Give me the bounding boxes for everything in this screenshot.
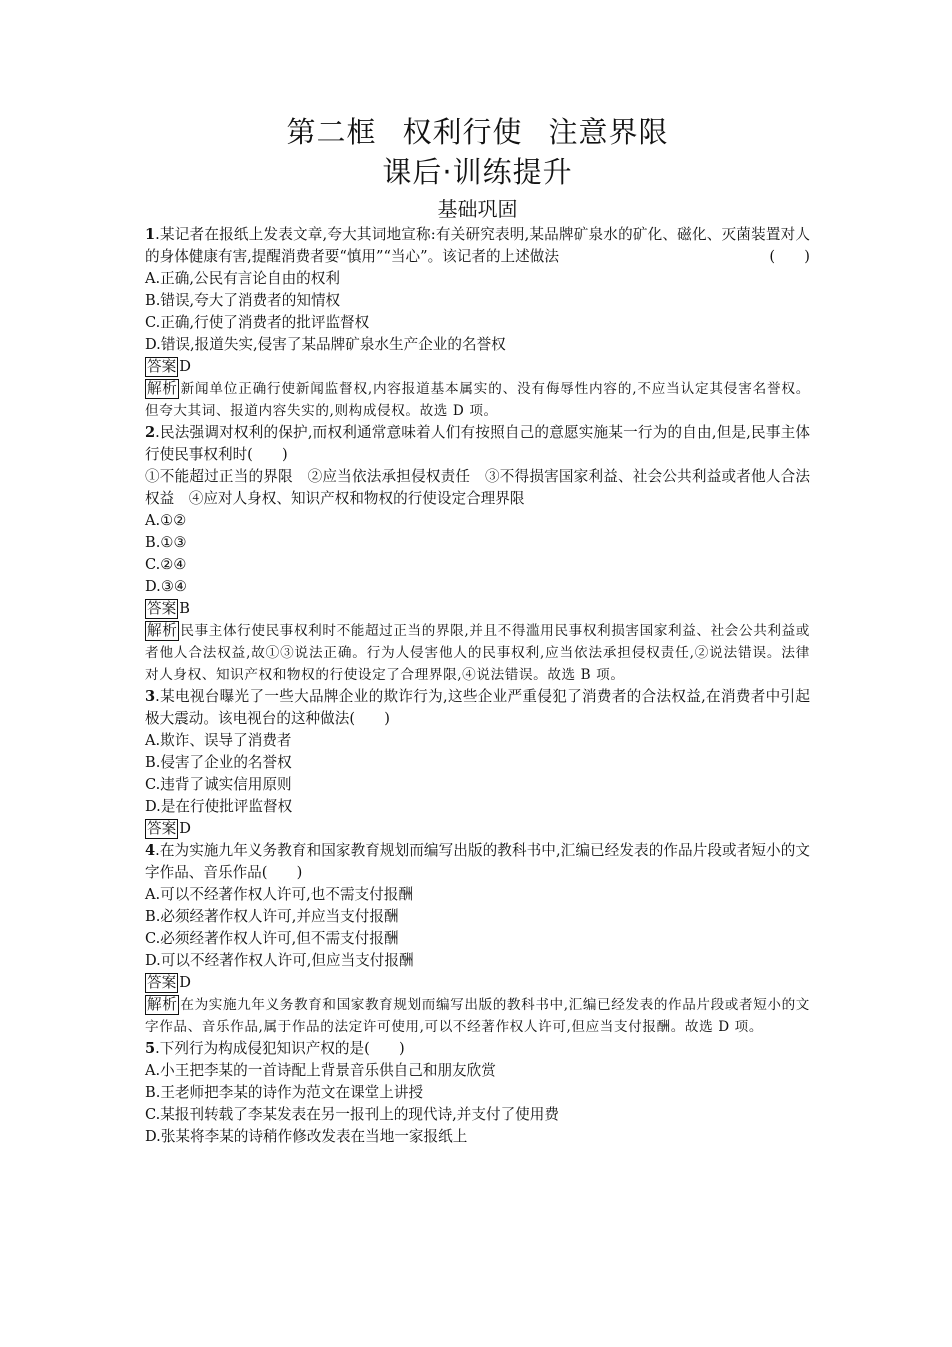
lesson-title	[145, 112, 810, 152]
question-number: 5	[145, 1040, 156, 1057]
question-stem	[145, 686, 810, 730]
answer-label: 答案	[147, 820, 177, 837]
option-c: C.某报刊转载了李某发表在另一报刊上的现代诗,并支付了使用费	[145, 1106, 559, 1123]
question-statements: ①不能超过正当的界限 ②应当依法承担侵权责任 ③不得损害国家利益、社会公共利益或者他人合法权益 ④应对人身权、知识产权和物权的行使设定合理界限	[145, 468, 810, 507]
question-number: 2	[145, 424, 156, 441]
question-stem	[145, 840, 810, 884]
analysis-text: 在为实施九年义务教育和国家教育规划而编写出版的教科书中,汇编已经发表的作品片段或者短小的文字作品、音乐作品,属于作品的法定许可使用,可以不经著作权人许可,但应当支付报酬。故选 D 项。	[145, 997, 810, 1035]
answer-value: B	[179, 600, 190, 617]
analysis-label: 解析	[147, 996, 178, 1013]
option-c: C.必须经著作权人许可,但不需支付报酬	[145, 930, 399, 947]
answer-row	[145, 818, 810, 840]
analysis-text: 新闻单位正确行使新闻监督权,内容报道基本属实的、没有侮辱性内容的,不应当认定其侵害名誉权。但夸大其词、报道内容失实的,则构成侵权。故选 D 项。	[145, 381, 810, 419]
title-part-3: 注意界限	[548, 115, 669, 149]
analysis-row	[145, 994, 810, 1038]
option-b: B.①③	[145, 534, 187, 551]
option-b: B.王老师把李某的诗作为范文在课堂上讲授	[145, 1084, 424, 1101]
analysis-label: 解析	[147, 622, 178, 639]
question-4	[145, 840, 810, 1038]
question-3	[145, 686, 810, 840]
title-part-1: 第二框	[286, 115, 377, 149]
question-stem	[145, 1038, 810, 1060]
option-a: A.欺诈、误导了消费者	[145, 732, 292, 749]
question-number: 3	[145, 688, 156, 705]
option-b: B.错误,夸大了消费者的知情权	[145, 292, 341, 309]
analysis-row	[145, 378, 810, 422]
option-a: A.①②	[145, 512, 187, 529]
answer-label: 答案	[147, 358, 177, 375]
option-d: D.可以不经著作权人许可,但应当支付报酬	[145, 952, 414, 969]
document-page	[145, 112, 810, 1148]
question-text: .民法强调对权利的保护,而权利通常意味着人们有按照自己的意愿实施某一行为的自由,但是,民事主体行使民事权利时( )	[145, 424, 810, 463]
question-1	[145, 224, 810, 422]
option-c: C.违背了诚实信用原则	[145, 776, 292, 793]
question-text: .下列行为构成侵犯知识产权的是( )	[155, 1040, 405, 1057]
answer-blank: ( )	[769, 248, 810, 265]
option-a: A.正确,公民有言论自由的权利	[145, 270, 340, 287]
option-d: D.③④	[145, 578, 187, 595]
option-b: B.必须经著作权人许可,并应当支付报酬	[145, 908, 399, 925]
title-part-2: 权利行使	[402, 115, 523, 149]
answer-label: 答案	[147, 600, 177, 617]
question-2	[145, 422, 810, 686]
lesson-subtitle: 课后·训练提升	[382, 155, 573, 189]
answer-row	[145, 356, 810, 378]
answer-value: D	[179, 974, 191, 991]
analysis-label: 解析	[147, 380, 178, 397]
analysis-text: 民事主体行使民事权利时不能超过正当的界限,并且不得滥用民事权利损害国家利益、社会公共利益或者他人合法权益,故①③说法正确。行为人侵害他人的民事权利,应当依法承担侵权责任,②说法错误。法律对人身权、知识产权和物权的行使设定了合理界限,④说法错误。故选 B 项。	[145, 623, 810, 683]
question-5	[145, 1038, 810, 1148]
option-a: A.可以不经著作权人许可,也不需支付报酬	[145, 886, 413, 903]
question-number: 1	[145, 226, 156, 243]
option-d: D.张某将李某的诗稍作修改发表在当地一家报纸上	[145, 1128, 468, 1145]
option-b: B.侵害了企业的名誉权	[145, 754, 292, 771]
question-text: .某记者在报纸上发表文章,夸大其词地宣称:有关研究表明,某品牌矿泉水的矿化、磁化、灭菌装置对人的身体健康有害,提醒消费者要“慎用”“当心”。该记者的上述做法	[145, 226, 810, 265]
question-text: .在为实施九年义务教育和国家教育规划而编写出版的教科书中,汇编已经发表的作品片段或者短小的文字作品、音乐作品( )	[145, 842, 810, 881]
option-c: C.正确,行使了消费者的批评监督权	[145, 314, 370, 331]
analysis-row	[145, 620, 810, 686]
question-stem	[145, 224, 810, 268]
answer-row	[145, 972, 810, 994]
option-d: D.错误,报道失实,侵害了某品牌矿泉水生产企业的名誉权	[145, 336, 506, 353]
question-stem	[145, 422, 810, 466]
section-heading: 基础巩固	[437, 197, 518, 221]
answer-row	[145, 598, 810, 620]
option-c: C.②④	[145, 556, 187, 573]
answer-value: D	[179, 358, 191, 375]
option-d: D.是在行使批评监督权	[145, 798, 293, 815]
option-a: A.小王把李某的一首诗配上背景音乐供自己和朋友欣赏	[145, 1062, 496, 1079]
answer-value: D	[179, 820, 191, 837]
question-text: .某电视台曝光了一些大品牌企业的欺诈行为,这些企业严重侵犯了消费者的合法权益,在消费者中引起极大震动。该电视台的这种做法( )	[145, 688, 810, 727]
answer-label: 答案	[147, 974, 177, 991]
question-number: 4	[145, 842, 156, 859]
